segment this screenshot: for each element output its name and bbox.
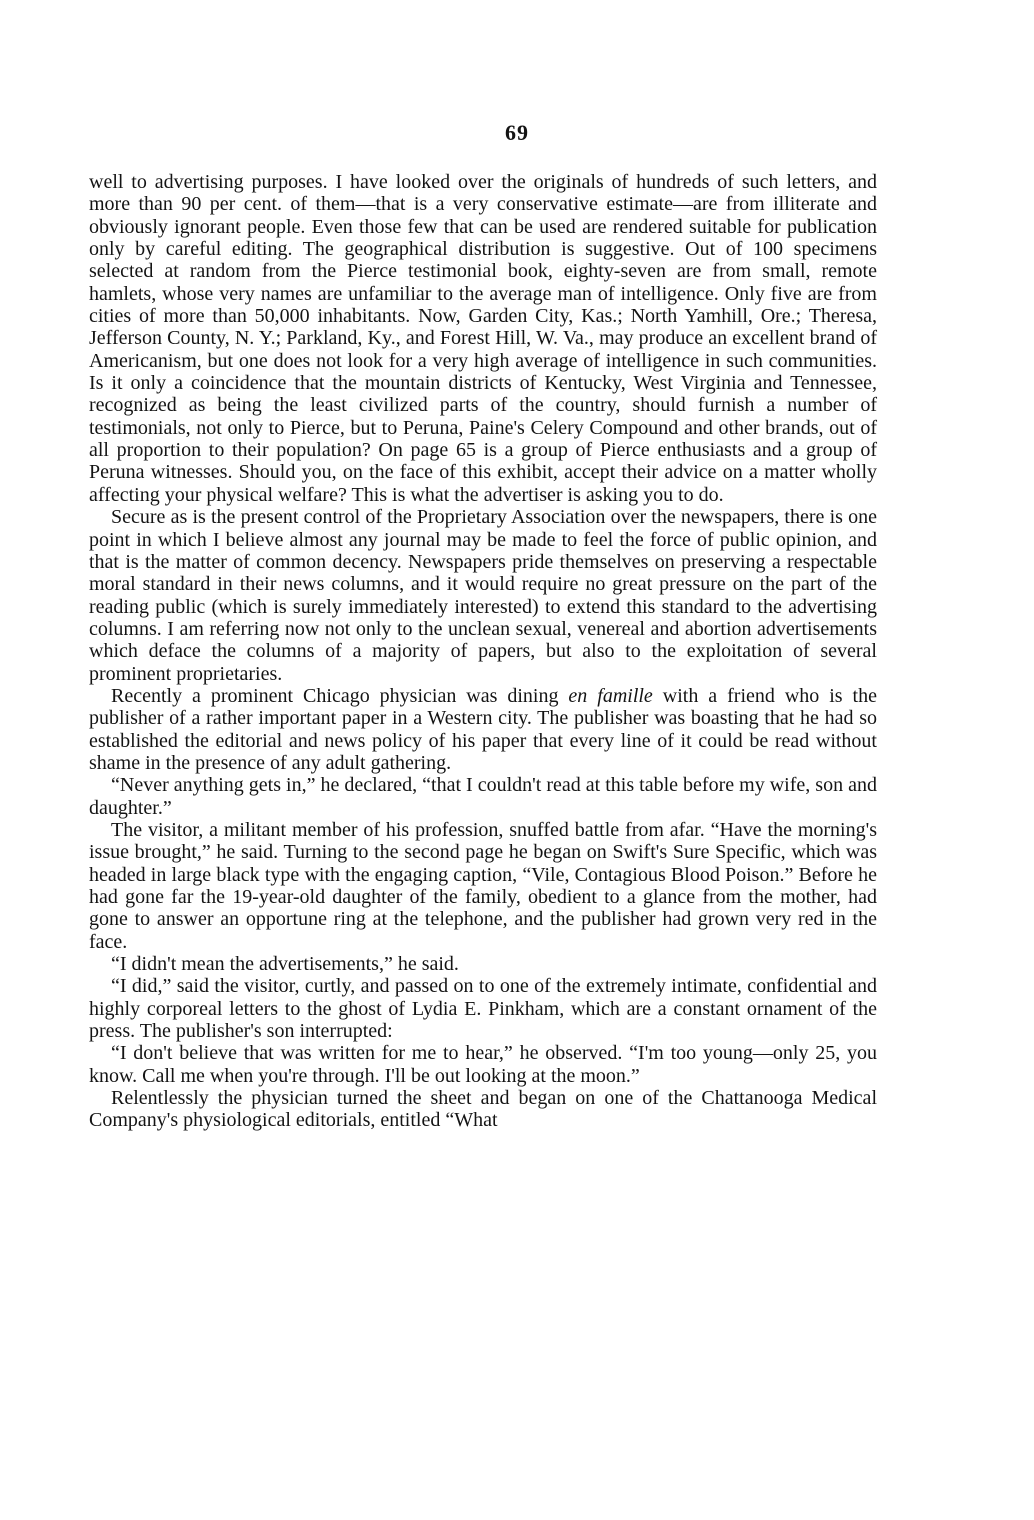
text-run: Recently a prominent Chicago physician was dining [111, 684, 569, 707]
text-run: “I don't believe that was written for me to hear,” he observed. “I'm too young—only 25, you know. Call me when you're through. I'll be out looking at the moon.” [89, 1042, 877, 1087]
paragraph [89, 975, 877, 1042]
text-run: Secure as is the present control of the Proprietary Association over the newspapers, there is one point in which I believe almost any journal may be made to feel the force of public opinion, and that is the matter of common decency. Newspapers pride themselves on preserving a respectable moral standard in their news columns, and it would require no great pressure on the part of the reading public (which is surely immediately interested) to extend this standard to the advertising columns. I am referring now not only to the unclean sexual, venereal and abortion advertisements which deface the columns of a majority of papers, but also to the exploitation of several prominent proprietaries. [89, 506, 877, 685]
italic-phrase: en famille [568, 684, 653, 707]
text-run: “I didn't mean the advertisements,” he said. [111, 953, 459, 976]
paragraph [89, 171, 877, 506]
paragraph [89, 685, 877, 774]
text-run: The visitor, a militant member of his profession, snuffed battle from afar. “Have the morning's issue brought,” he said. Turning to the second page he began on Swift's Sure Specific, which was headed in large black type with the engaging caption, “Vile, Contagious Blood Poison.” Before he had gone far the 19-year-old daughter of the family, obedient to a glance from the mother, had gone to answer an opportune ring at the telephone, and the publisher had grown very red in the face. [89, 818, 877, 953]
text-run: “Never anything gets in,” he declared, “that I couldn't read at this table before my wife, son and daughter.” [89, 774, 877, 819]
body-text [89, 171, 877, 1132]
text-run: with a friend who is the publisher of a rather important paper in a Western city. The publisher was boasting that he had so established the editorial and news policy of his paper that every line of it could be read without shame in the presence of any adult gathering. [89, 684, 877, 774]
text-run: Relentlessly the physician turned the sheet and began on one of the Chattanooga Medical Company's physiological editorials, entitled “What [89, 1087, 877, 1132]
paragraph [89, 953, 877, 975]
paragraph [89, 506, 877, 685]
paragraph [89, 774, 877, 819]
text-run: “I did,” said the visitor, curtly, and passed on to one of the extremely intimate, confidential and highly corporeal letters to the ghost of Lydia E. Pinkham, which are a constant ornament of the press. The publisher's son interrupted: [89, 975, 877, 1043]
paragraph [89, 1087, 877, 1132]
paragraph [89, 819, 877, 953]
text-run: well to advertising purposes. I have looked over the originals of hundreds of such letters, and more than 90 per cent. of them—that is a very conservative estimate—are from illiterate and obviously ignorant people. Even those few that can be used are rendered suitable for publication only by careful editing. The geographical distribution is suggestive. Out of 100 specimens selected at random from the Pierce testimonial book, eighty-seven are from small, remote hamlets, whose very names are unfamiliar to the average man of intelligence. Only five are from cities of more than 50,000 inhabitants. Now, Garden City, Kas.; North Yamhill, Ore.; Theresa, Jefferson County, N. Y.; Parkland, Ky., and Forest Hill, W. Va., may produce an excellent brand of Americanism, but one does not look for a very high average of intelligence in such communities. Is it only a coincidence that the mountain districts of Kentucky, West Virginia and Tennessee, recognized as being the least civilized parts of the country, should furnish a number of testimonials, not only to Pierce, but to Peruna, Paine's Celery Compound and other brands, out of all proportion to their population? On page 65 is a group of Pierce enthusiasts and a group of Peruna witnesses. Should you, on the face of this exhibit, accept their advice on a matter wholly affecting your physical welfare? This is what the advertiser is asking you to do. [89, 171, 877, 506]
page-number: 69 [505, 120, 529, 145]
paragraph [89, 1042, 877, 1087]
